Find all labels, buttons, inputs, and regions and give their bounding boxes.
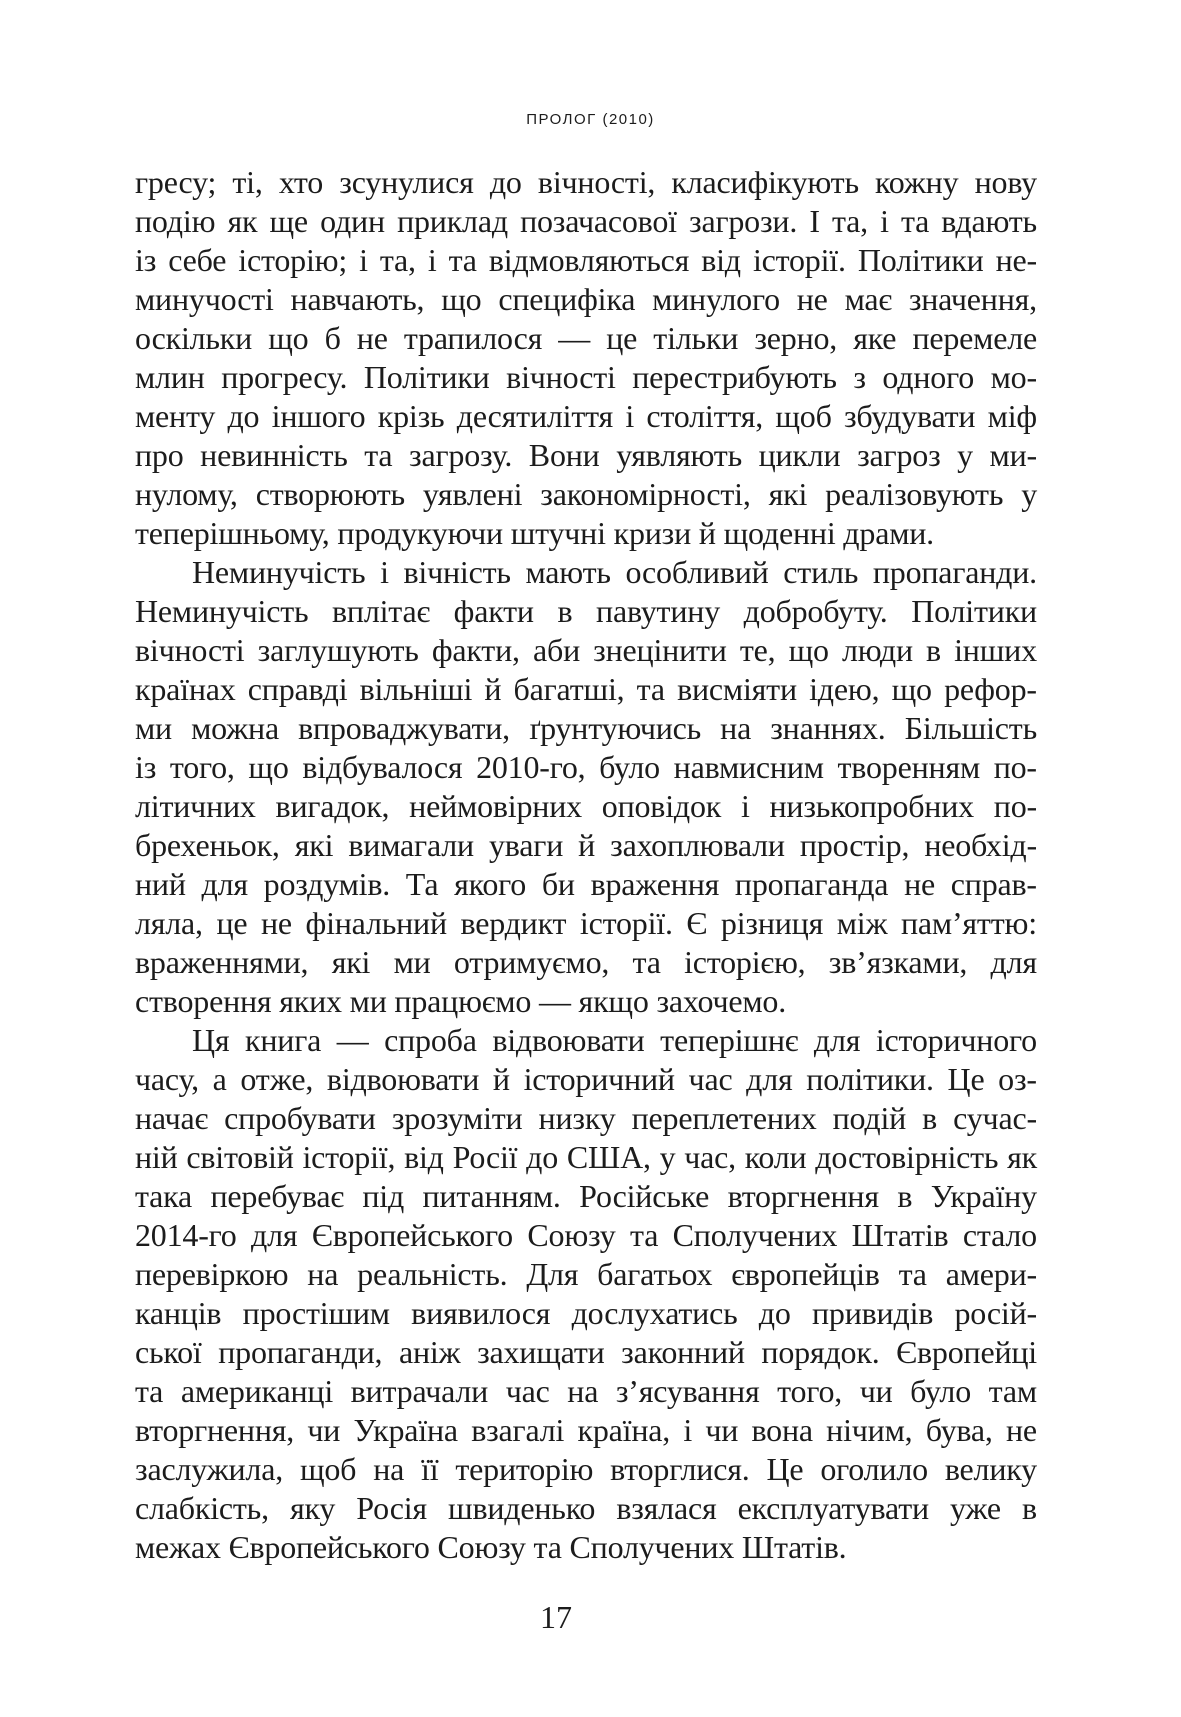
text-line: Неминучість і вічність мають особливий стиль пропаганди. (192, 554, 1037, 590)
text-line: брехеньок, які вимагали уваги й захоплювали простір, необхід- (135, 827, 1037, 863)
text-line: Ця книга — спроба відвоювати теперішнє для історичного (192, 1022, 1037, 1058)
running-header: ПРОЛОГ (2010) (526, 104, 655, 129)
text-line: нулому, створюють уявлені закономірності, які реалізовують у (135, 476, 1037, 512)
text-line: 2014-го для Європейського Союзу та Сполучених Штатів стало (135, 1217, 1037, 1253)
text-line: враженнями, які ми отримуємо, та історією, зв’язками, для (135, 944, 1037, 980)
text-line: канців простішим виявилося дослухатись до привидів росій- (135, 1295, 1037, 1331)
text-line: про невинність та загрозу. Вони уявляють цикли загроз у ми- (135, 437, 1037, 473)
text-line: створення яких ми працюємо — якщо захочемо. (135, 983, 787, 1019)
text-line: минучості навчають, що специфіка минулого не має значення, (135, 281, 1037, 317)
text-line: вічності заглушують факти, аби знецінити те, що люди в інших (135, 632, 1037, 668)
text-line: та американці витрачали час на з’ясування того, чи було там (135, 1373, 1037, 1409)
text-line: із себе історію; і та, і та відмовляються від історії. Політики не- (135, 242, 1037, 278)
text-line: оскільки що б не трапилося — це тільки зерно, яке перемеле (135, 320, 1037, 356)
text-line: теперішньому, продукуючи штучні кризи й щоденні драми. (135, 515, 934, 551)
text-line: вторгнення, чи Україна взагалі країна, і чи вона нічим, бува, не (135, 1412, 1037, 1448)
text-line: із того, що відбувалося 2010-го, було навмисним творенням по- (135, 749, 1037, 785)
page-number: 17 (540, 1599, 572, 1635)
text-line: часу, а отже, відвоювати й історичний час для політики. Це оз- (135, 1061, 1037, 1097)
text-line: подію як ще один приклад позачасової загрози. І та, і та вдають (135, 203, 1037, 239)
text-line: гресу; ті, хто зсунулися до вічності, класифікують кожну нову (135, 164, 1037, 200)
text-line: літичних вигадок, неймовірних оповідок і низькопробних по- (135, 788, 1037, 824)
text-line: ній світовій історії, від Росії до США, у час, коли достовірність як (135, 1139, 1037, 1175)
text-line: ської пропаганди, аніж захищати законний порядок. Європейці (135, 1334, 1037, 1370)
text-line: ляла, це не фінальний вердикт історії. Є різниця між пам’яттю: (135, 905, 1037, 941)
text-line: ний для роздумів. Та якого би враження пропаганда не справ- (135, 866, 1037, 902)
text-line: менту до іншого крізь десятиліття і століття, щоб збудувати міф (135, 398, 1037, 434)
text-line: Неминучість вплітає факти в павутину добробуту. Політики (135, 593, 1037, 629)
text-line: млин прогресу. Політики вічності перестрибують з одного мо- (135, 359, 1037, 395)
text-line: слабкість, яку Росія швиденько взялася експлуатувати уже в (135, 1490, 1037, 1526)
text-line: перевіркою на реальність. Для багатьох європейців та амери- (135, 1256, 1037, 1292)
text-line: така перебуває під питанням. Російське вторгнення в Україну (135, 1178, 1037, 1214)
text-line: заслужила, щоб на її територію вторглися. Це оголило велику (135, 1451, 1037, 1487)
text-line: країнах справді вільніші й багатші, та висміяти ідею, що рефор- (135, 671, 1037, 707)
text-line: межах Європейського Союзу та Сполучених Штатів. (135, 1529, 847, 1565)
text-line: начає спробувати зрозуміти низку переплетених подій в сучас- (135, 1100, 1037, 1136)
text-line: ми можна впроваджувати, ґрунтуючись на знаннях. Більшість (135, 710, 1037, 746)
body-text (135, 163, 1037, 1567)
